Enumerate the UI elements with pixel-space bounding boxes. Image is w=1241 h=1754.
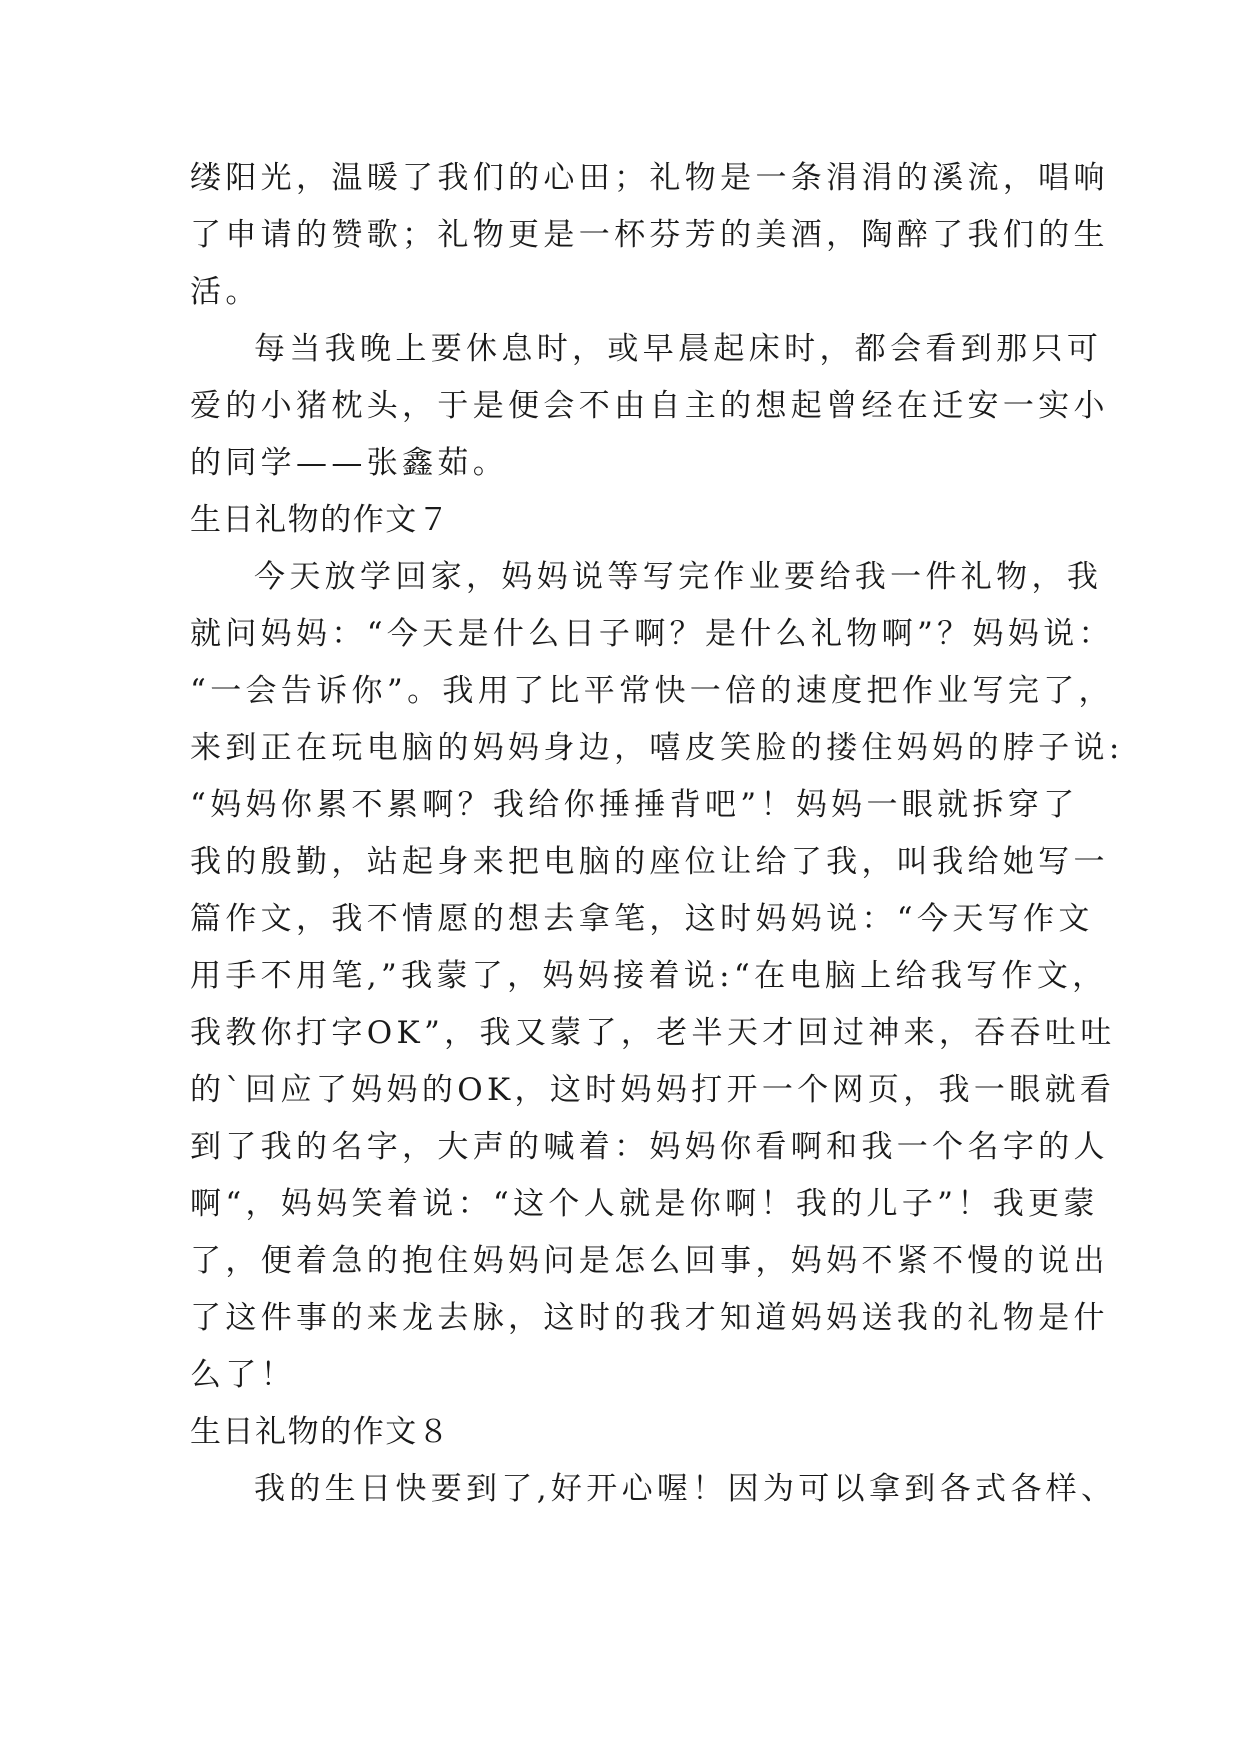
paragraph-line: 了申请的赞歌；礼物更是一杯芬芳的美酒，陶醉了我们的生: [190, 217, 1109, 253]
paragraph-line: 了，便着急的抱住妈妈问是怎么回事，妈妈不紧不慢的说出: [190, 1243, 1109, 1279]
paragraph-line: 我的生日快要到了,好开心喔！因为可以拿到各式各样、: [254, 1471, 1117, 1507]
paragraph-line: 活。: [190, 274, 261, 310]
paragraph-line: 爱的小猪枕头，于是便会不由自主的想起曾经在迁安一实小: [190, 388, 1109, 424]
section-heading: 生日礼物的作文８: [190, 1414, 451, 1450]
paragraph-line: 的`回应了妈妈的OK，这时妈妈打开一个网页，我一眼就看: [190, 1072, 1116, 1108]
paragraph-line: 今天放学回家，妈妈说等写完作业要给我一件礼物，我: [254, 559, 1103, 595]
paragraph-line: 就问妈妈：“今天是什么日子啊？是什么礼物啊”？妈妈说：: [190, 616, 1114, 652]
paragraph-line: 的同学——张鑫茹。: [190, 445, 509, 481]
paragraph-line: 到了我的名字，大声的喊着：妈妈你看啊和我一个名字的人: [190, 1129, 1109, 1165]
paragraph-line: 了这件事的来龙去脉，这时的我才知道妈妈送我的礼物是什: [190, 1300, 1109, 1336]
paragraph-line: 篇作文，我不情愿的想去拿笔，这时妈妈说：“今天写作文: [190, 901, 1094, 937]
paragraph-line: 来到正在玩电脑的妈妈身边，嘻皮笑脸的搂住妈妈的脖子说:: [190, 730, 1124, 766]
section-heading: 生日礼物的作文７: [190, 502, 451, 538]
paragraph-line: 缕阳光，温暖了我们的心田；礼物是一条涓涓的溪流，唱响: [190, 160, 1109, 196]
paragraph-line: “妈妈你累不累啊？我给你捶捶背吧”！妈妈一眼就拆穿了: [190, 787, 1079, 823]
paragraph-line: 我的殷勤，站起身来把电脑的座位让给了我，叫我给她写一: [190, 844, 1109, 880]
paragraph-line: 用手不用笔,”我蒙了，妈妈接着说:“在电脑上给我写作文，: [190, 958, 1108, 994]
paragraph-line: 么了！: [190, 1357, 297, 1393]
paragraph-line: “一会告诉你”。我用了比平常快一倍的速度把作业写完了，: [190, 673, 1114, 709]
document-body: [190, 150, 1124, 1518]
paragraph-line: 我教你打字OK”，我又蒙了，老半天才回过神来，吞吞吐吐: [190, 1015, 1116, 1051]
paragraph-line: 每当我晚上要休息时，或早晨起床时，都会看到那只可: [254, 331, 1103, 367]
paragraph-line: 啊“，妈妈笑着说：“这个人就是你啊！我的儿子”！我更蒙: [190, 1186, 1099, 1222]
